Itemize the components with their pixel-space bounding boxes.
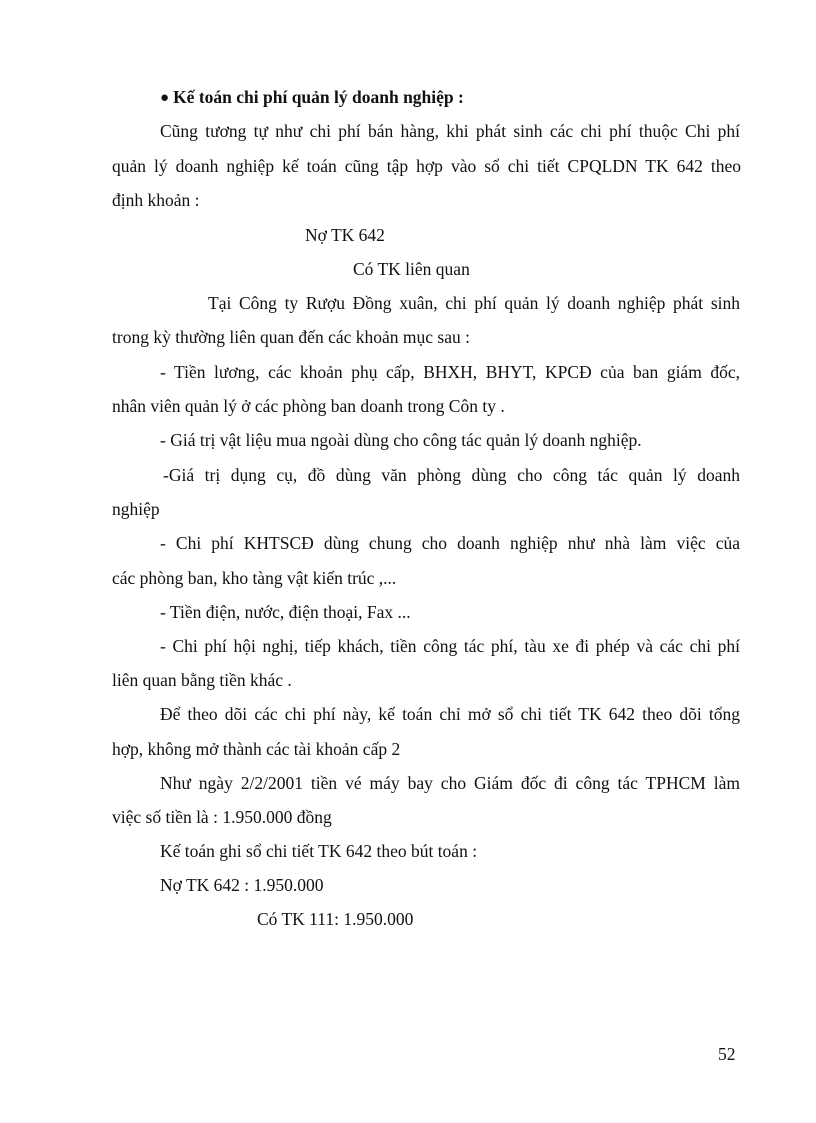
paragraph-line: Tại Công ty Rượu Đồng xuân, chi phí quản lý doanh nghiệp phát sinh <box>208 293 740 313</box>
paragraph-line: Kế toán ghi sổ chi tiết TK 642 theo bút toán : <box>160 841 478 861</box>
paragraph-line: Để theo dõi các chi phí này, kế toán chỉ mở sổ chi tiết TK 642 theo dõi tổng <box>160 704 740 724</box>
list-item: - Chi phí KHTSCĐ dùng chung cho doanh nghiệp như nhà làm việc của <box>160 533 740 553</box>
journal-entry-debit: Nợ TK 642 : 1.950.000 <box>160 875 324 895</box>
paragraph-line: trong kỳ thường liên quan đến các khoản mục sau : <box>112 327 470 347</box>
section-heading-text: Kế toán chi phí quản lý doanh nghiệp : <box>173 87 464 107</box>
paragraph-line: Như ngày 2/2/2001 tiền vé máy bay cho Giám đốc đi công tác TPHCM làm <box>160 773 740 793</box>
paragraph-line: Cũng tương tự như chi phí bán hàng, khi phát sinh các chi phí thuộc Chi phí <box>160 121 740 141</box>
list-item: -Giá trị dụng cụ, đồ dùng văn phòng dùng cho công tác quản lý doanh <box>163 465 740 485</box>
list-item: các phòng ban, kho tàng vật kiến trúc ,... <box>112 568 397 588</box>
journal-entry-debit: Nợ TK 642 <box>305 225 385 245</box>
list-item: - Tiền lương, các khoản phụ cấp, BHXH, BHYT, KPCĐ của ban giám đốc, <box>160 362 740 382</box>
bullet-icon: ● <box>160 90 170 106</box>
paragraph-line: việc số tiền là : 1.950.000 đồng <box>112 807 332 827</box>
list-item: liên quan bằng tiền khác . <box>112 670 292 690</box>
paragraph-line: hợp, không mở thành các tài khoản cấp 2 <box>112 739 401 759</box>
section-heading <box>160 86 464 109</box>
paragraph-line: định khoản : <box>112 190 200 210</box>
journal-entry-credit: Có TK liên quan <box>353 259 470 279</box>
page-number: 52 <box>718 1044 736 1064</box>
list-item: - Tiền điện, nước, điện thoại, Fax ... <box>160 602 411 622</box>
list-item: - Giá trị vật liệu mua ngoài dùng cho công tác quản lý doanh nghiệp. <box>160 430 642 450</box>
list-item: - Chi phí hội nghị, tiếp khách, tiền công tác phí, tàu xe đi phép và các chi phí <box>160 636 740 656</box>
list-item: nhân viên quản lý ở các phòng ban doanh trong Côn ty . <box>112 396 505 416</box>
paragraph-line: quản lý doanh nghiệp kế toán cũng tập hợp vào sổ chi tiết CPQLDN TK 642 theo <box>112 156 741 176</box>
journal-entry-credit: Có TK 111: 1.950.000 <box>257 909 414 929</box>
list-item: nghiệp <box>112 499 160 519</box>
